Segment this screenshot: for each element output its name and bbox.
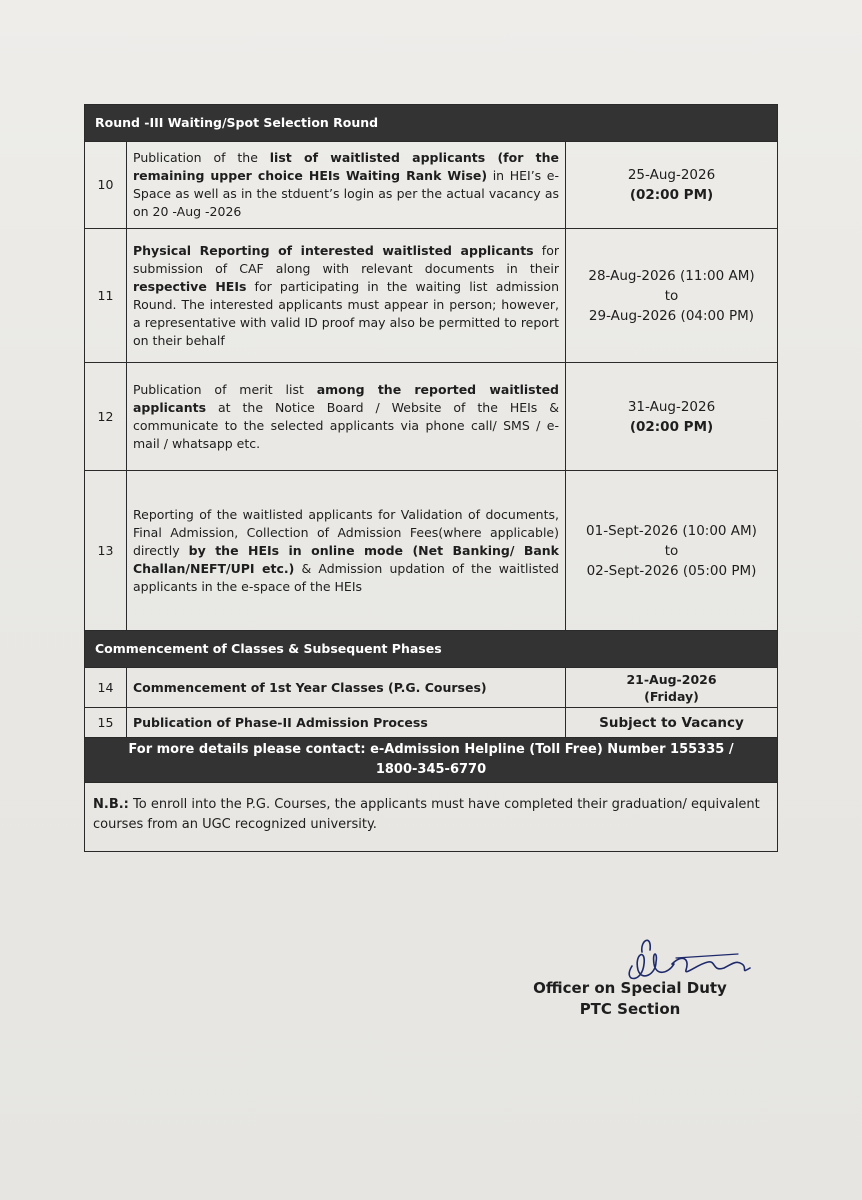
helpline-line: For more details please contact: e-Admission Helpline (Toll Free) Number 155335 / [128, 742, 734, 757]
row-date [566, 142, 778, 229]
table-row [85, 668, 778, 708]
date-to: to [664, 287, 679, 304]
signatory-title: Officer on Special Duty [533, 979, 727, 997]
table-row [85, 229, 778, 363]
row-description: Commencement of 1st Year Classes (P.G. Courses) [127, 668, 566, 708]
row-number: 13 [85, 471, 127, 631]
row-date [566, 229, 778, 363]
signature-block [530, 978, 730, 1020]
row-date [566, 471, 778, 631]
table-row [85, 708, 778, 738]
helpline-number: 1800-345-6770 [375, 762, 487, 777]
row-date: Subject to Vacancy [566, 708, 778, 738]
section-title: Round -III Waiting/Spot Selection Round [85, 105, 778, 142]
row-number: 14 [85, 668, 127, 708]
row-description: Publication of Phase-II Admission Process [127, 708, 566, 738]
signatory-section: PTC Section [579, 1000, 681, 1018]
schedule-table [84, 104, 778, 852]
row-number: 10 [85, 142, 127, 229]
date-start: 25-Aug-2026 [627, 167, 716, 183]
section-header-commencement [85, 631, 778, 668]
row-date [566, 668, 778, 708]
date-start: 31-Aug-2026 [627, 398, 716, 415]
table-row [85, 142, 778, 229]
row-date [566, 363, 778, 471]
row-number: 12 [85, 363, 127, 471]
section-header-round3 [85, 105, 778, 142]
date-start: 21-Aug-2026 [626, 671, 717, 687]
row-number: 11 [85, 229, 127, 363]
row-description: Publication of the list of waitlisted applicants (for the remaining upper choice HEIs Waiting Rank Wise) in HEI’s e-Space as well as in the stduent’s login as per the actual vacancy as on 20 -Aug -2026 [127, 142, 566, 229]
note-text: To enroll into the P.G. Courses, the applicants must have completed their graduation/ equivalent courses from an UGC recognized university. [93, 797, 760, 832]
row-number: 15 [85, 708, 127, 738]
section-title: Commencement of Classes & Subsequent Phases [85, 631, 778, 668]
date-start: 01-Sept-2026 (10:00 AM) [586, 522, 757, 539]
date-start: 28-Aug-2026 (11:00 AM) [588, 267, 755, 284]
row-description: Reporting of the waitlisted applicants for Validation of documents, Final Admission, Collection of Admission Fees(where applicable) directly by the HEIs in online mode (Net Banking/ Bank Challan/NEFT/UPI etc.) & Admission updation of the waitlisted applicants in the e-space of the HEIs [127, 471, 566, 631]
row-description: Publication of merit list among the reported waitlisted applicants at the Notice Board / Website of the HEIs & communicate to the selected applicants via phone call/ SMS / e-mail / whatsapp etc. [127, 363, 566, 471]
date-to: to [664, 542, 679, 559]
date-end: 29-Aug-2026 (04:00 PM) [588, 307, 755, 324]
note-label: N.B.: [93, 797, 129, 812]
date-end: 02-Sept-2026 (05:00 PM) [586, 562, 757, 579]
row-description: Physical Reporting of interested waitlisted applicants for submission of CAF along with relevant documents in their respective HEIs for participating in the waiting list admission Round. The interested applicants must appear in person; however, a representative with valid ID proof may also be permitted to report on their behalf [127, 229, 566, 363]
note-row [85, 783, 778, 852]
date-day: (Friday) [644, 688, 699, 704]
table-row [85, 363, 778, 471]
date-time: (02:00 PM) [629, 418, 714, 435]
contact-bar [85, 738, 778, 783]
table-row [85, 471, 778, 631]
date-time: (02:00 PM) [629, 187, 714, 203]
